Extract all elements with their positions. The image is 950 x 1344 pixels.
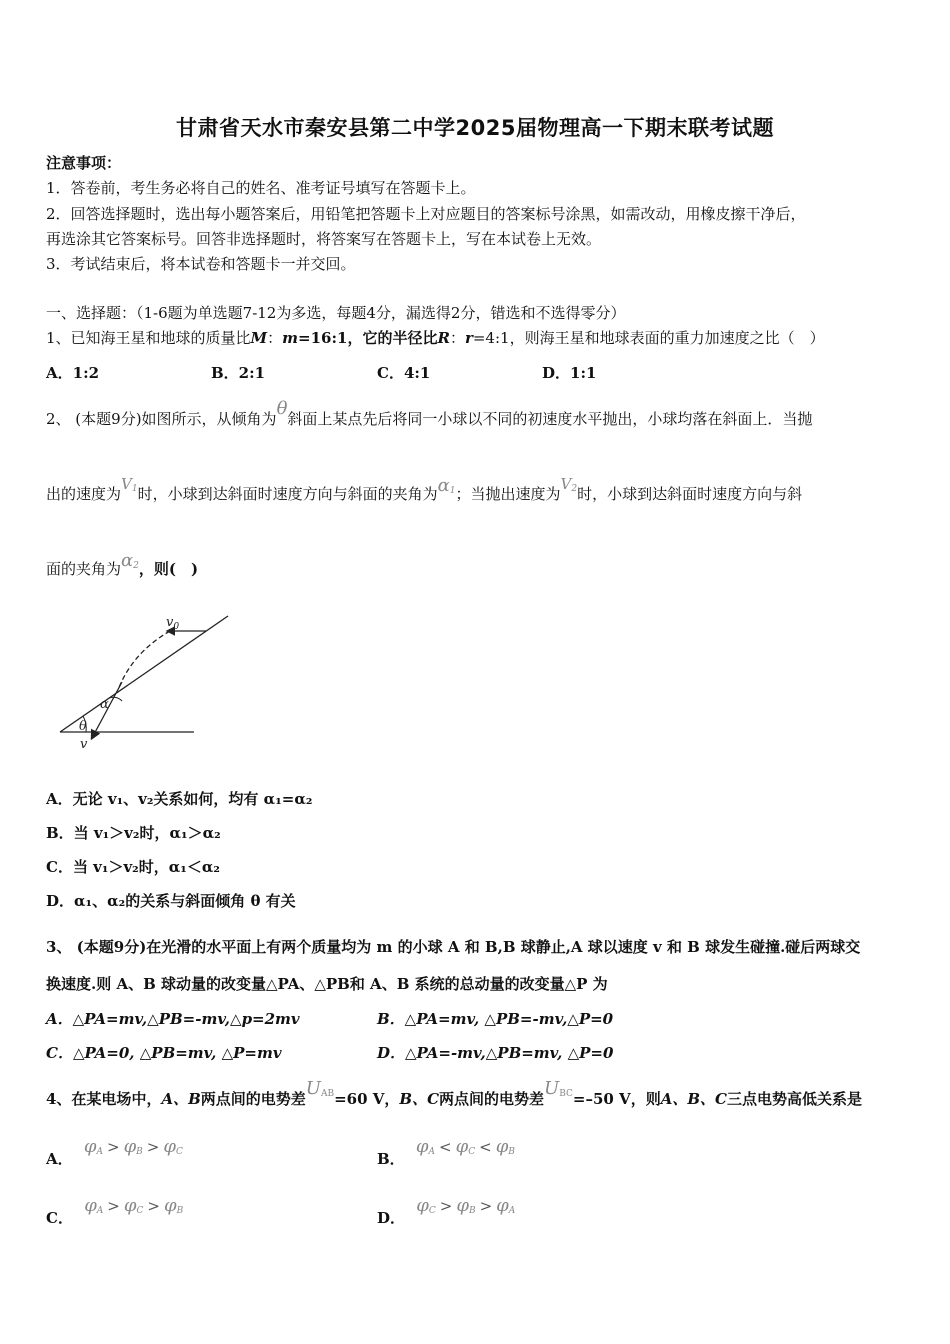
q2-option-a[interactable]: A．无论 v₁、v₂关系如何，均有 α₁=α₂ — [46, 790, 313, 808]
q4-ubc-symbol — [544, 1078, 573, 1099]
q4-ubc-sub: BC — [559, 1089, 573, 1099]
alpha-arc — [109, 697, 122, 701]
phi-sub: B — [136, 1147, 143, 1157]
compare-sign: > — [106, 1138, 120, 1156]
compare-sign: > — [146, 1138, 160, 1156]
phi-symbol: φ — [123, 1195, 137, 1216]
theta-label: θ — [79, 719, 87, 734]
q4-option-d-expr — [416, 1197, 515, 1215]
q4-text-5: =–50 V，则 — [572, 1090, 661, 1108]
q1-var-m: m — [282, 329, 299, 347]
phi-symbol: φ — [163, 1136, 176, 1157]
compare-sign: > — [147, 1197, 160, 1215]
q3-option-d[interactable]: D．△PA=-mv,△PB=mv, △P=0 — [377, 1044, 614, 1062]
v0-label: $v_0$ — [166, 615, 180, 632]
q2-text-3b: ，则( ) — [138, 560, 199, 578]
q4-uab-letter: U — [305, 1078, 321, 1099]
page-title: 甘肃省天水市秦安县第二中学2025届物理高一下期末联考试题 — [176, 116, 774, 140]
q1-colon-1: ： — [267, 329, 283, 347]
q1-option-d[interactable]: D．1:1 — [542, 364, 597, 382]
q3-option-b[interactable]: B．△PA=mv, △PB=-mv,△P=0 — [377, 1010, 614, 1028]
q1-option-b[interactable]: B．2:1 — [211, 364, 266, 382]
q4-option-b-label: B． — [377, 1150, 405, 1168]
q4-option-a-expr — [84, 1138, 183, 1156]
q2-text-2d: 时，小球到达斜面时速度方向与斜 — [577, 485, 803, 503]
q1-var-M: M — [250, 329, 268, 347]
notice-item-2: 2．回答选择题时，选出每小题答案后，用铅笔把答题卡上对应题目的答案标号涂黑，如需改动，用橡皮擦干净后， — [46, 205, 806, 223]
q2-v2-letter: V — [560, 475, 572, 493]
compare-sign: < — [479, 1138, 492, 1156]
q4-option-d[interactable] — [377, 1195, 516, 1228]
phi-symbol: φ — [415, 1136, 429, 1157]
q4-option-c-label: C． — [46, 1209, 73, 1227]
q2-alpha1-letter: α — [437, 475, 450, 496]
q2-text-2c: ；当抛出速度为 — [455, 485, 561, 503]
q1-text-1: 1、已知海王星和地球的质量比 — [46, 329, 251, 347]
q2-theta-symbol: θ — [276, 398, 288, 419]
question-3-stem-line-1: 3、 (本题9分)在光滑的水平面上有两个质量均为 m 的小球 A 和 B,B 球静止,A 球以速度 v 和 B 球发生碰撞.碰后两球交 — [46, 938, 861, 956]
q4-text-3: =60 V， — [334, 1090, 400, 1108]
q4-text-4: 两点间的电势差 — [439, 1090, 545, 1108]
question-2-stem-line-1 — [46, 398, 813, 429]
q1-var-r: r — [464, 329, 473, 347]
notice-heading: 注意事项： — [46, 154, 122, 172]
q2-alpha2-sub: 2 — [133, 561, 139, 571]
q2-option-b[interactable]: B．当 v₁＞v₂时，α₁＞α₂ — [46, 824, 221, 842]
q4-points-abc: A、B、C — [660, 1090, 727, 1108]
q2-v2-symbol — [561, 475, 578, 493]
phi-sub: A — [96, 1206, 104, 1216]
phi-sub: C — [428, 1206, 436, 1216]
q4-uab-symbol — [306, 1078, 334, 1099]
q4-text-1: 4、在某电场中， — [46, 1090, 162, 1108]
q2-option-d[interactable]: D．α₁、α₂的关系与斜面倾角 θ 有关 — [46, 892, 296, 910]
q2-text-1b: 斜面上某点先后将同一小球以不同的初速度水平抛出，小球均落在斜面上．当抛 — [287, 410, 813, 428]
question-1-stem — [46, 327, 825, 348]
q4-ubc-letter: U — [544, 1078, 560, 1099]
compare-sign: < — [439, 1138, 452, 1156]
q4-option-d-label: D． — [377, 1209, 406, 1227]
q4-text-2: 两点间的电势差 — [200, 1090, 306, 1108]
q2-text-2a: 出的速度为 — [46, 485, 122, 503]
phi-symbol: φ — [496, 1195, 509, 1216]
q4-option-a-label: A． — [46, 1150, 73, 1168]
q2-alpha2-symbol — [121, 550, 139, 571]
phi-symbol: φ — [163, 1195, 177, 1216]
q2-text-2b: 时，小球到达斜面时速度方向与斜面的夹角为 — [137, 485, 438, 503]
q4-option-c[interactable] — [46, 1195, 184, 1228]
incline-line — [60, 616, 228, 732]
phi-symbol: φ — [123, 1136, 137, 1157]
phi-sub: A — [428, 1147, 436, 1157]
q1-colon-2: ： — [449, 329, 465, 347]
phi-symbol: φ — [84, 1195, 97, 1216]
phi-symbol: φ — [495, 1136, 509, 1157]
question-2-stem-line-3 — [46, 550, 199, 579]
notice-item-2-cont: 再选涂其它答案标号。回答非选择题时，将答案写在答题卡上，写在本试卷上无效。 — [46, 230, 602, 248]
q2-alpha1-sub: 1 — [449, 486, 456, 496]
notice-item-1: 1．答卷前，考生务必将自己的姓名、准考证号填写在答题卡上。 — [46, 179, 476, 197]
phi-symbol: φ — [456, 1195, 469, 1216]
q2-alpha2-letter: α — [121, 550, 134, 571]
q2-v1-sub: 1 — [131, 484, 138, 494]
q4-option-a[interactable] — [46, 1136, 183, 1169]
phi-sub: A — [96, 1147, 103, 1157]
q2-alpha1-symbol — [438, 475, 456, 496]
q1-var-R: R — [437, 329, 450, 347]
q4-points-ab: A、B — [161, 1090, 201, 1108]
q2-text-1a: 2、 (本题9分)如图所示，从倾角为 — [46, 410, 277, 428]
compare-sign: > — [107, 1197, 120, 1215]
phi-sub: B — [508, 1147, 515, 1157]
trajectory-dashed — [118, 631, 170, 690]
compare-sign: > — [479, 1197, 493, 1215]
q1-text-3: =4:1，则海王星和地球表面的重力加速度之比（ ） — [472, 329, 825, 347]
q2-v1-symbol — [121, 475, 138, 493]
q2-option-c[interactable]: C．当 v₁＞v₂时，α₁＜α₂ — [46, 858, 220, 876]
q4-option-b[interactable] — [377, 1136, 515, 1169]
q2-v2-sub: 2 — [571, 484, 578, 494]
phi-symbol: φ — [416, 1195, 429, 1216]
q1-option-c[interactable]: C．4:1 — [377, 364, 431, 382]
notice-item-3: 3．考试结束后，将本试卷和答题卡一并交回。 — [46, 255, 356, 273]
phi-sub: C — [175, 1147, 183, 1157]
q4-uab-sub: AB — [320, 1089, 335, 1099]
q4-option-b-expr — [416, 1138, 515, 1156]
question-4-stem — [46, 1078, 862, 1109]
q4-option-c-expr — [84, 1197, 183, 1215]
phi-symbol: φ — [83, 1136, 97, 1157]
q3-option-c[interactable]: C．△PA=0, △PB=mv, △P=mv — [46, 1044, 282, 1062]
compare-sign: > — [439, 1197, 453, 1215]
q2-v1-letter: V — [121, 475, 132, 493]
q4-text-6: 三点电势高低关系是 — [726, 1090, 862, 1108]
phi-sub: C — [468, 1147, 476, 1157]
q3-option-a[interactable]: A．△PA=mv,△PB=-mv,△p=2mv — [46, 1010, 300, 1028]
incline-projectile-figure — [52, 608, 237, 753]
q2-text-3a: 面的夹角为 — [46, 560, 122, 578]
question-3-stem-line-2: 换速度.则 A、B 球动量的改变量△PA、△PB和 A、B 系统的总动量的改变量△P 为 — [46, 975, 608, 993]
phi-sub: A — [508, 1206, 516, 1216]
q1-option-a[interactable]: A．1:2 — [46, 364, 100, 382]
v-label: v — [80, 737, 88, 752]
q1-text-2: =16:1，它的半径比 — [298, 329, 438, 347]
phi-sub: B — [468, 1206, 476, 1216]
question-2-stem-line-2 — [46, 475, 803, 504]
phi-sub: C — [136, 1206, 144, 1216]
section-heading: 一、选择题：（1-6题为单选题7-12为多选，每题4分，漏选得2分，错选和不选得零分） — [46, 304, 626, 322]
phi-sub: B — [176, 1206, 184, 1216]
q4-points-bc: B、C — [399, 1090, 440, 1108]
phi-symbol: φ — [455, 1136, 469, 1157]
alpha-label: α — [100, 697, 109, 712]
